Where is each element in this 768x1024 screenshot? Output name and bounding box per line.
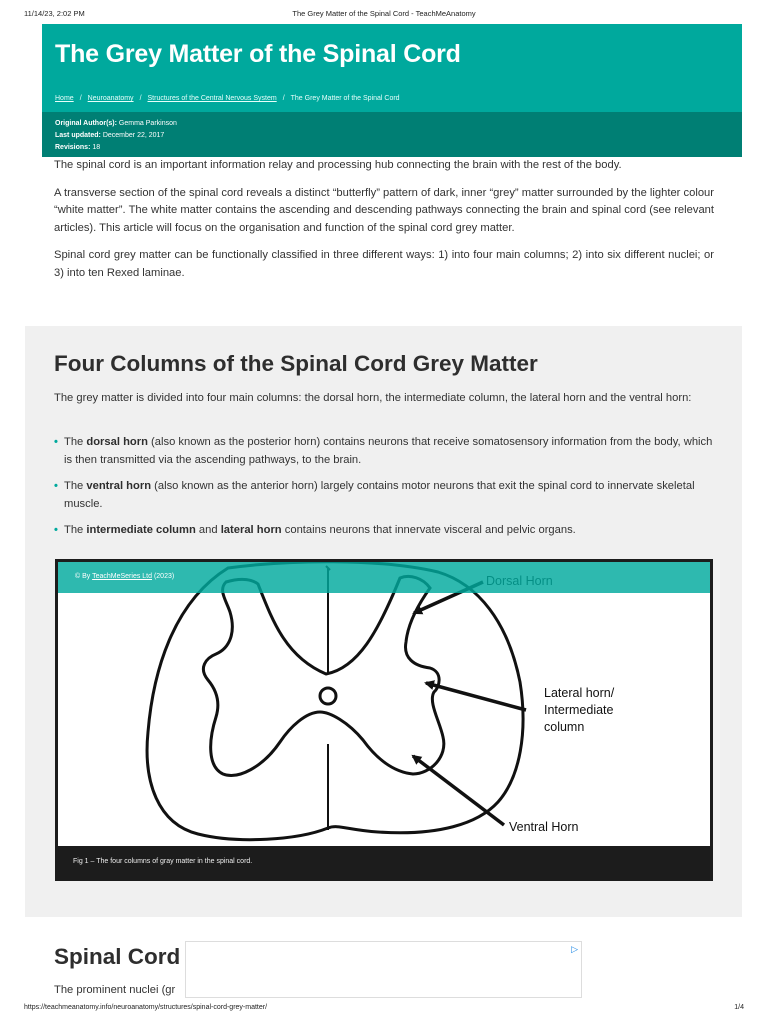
list-item-intermediate-column bbox=[54, 522, 713, 540]
adchoices-icon[interactable]: ▷ bbox=[571, 944, 578, 954]
arrow-ventral-horn bbox=[413, 756, 504, 825]
label-lateral-horn-line2: Intermediate bbox=[544, 703, 614, 717]
intro-paragraph-3: Spinal cord grey matter can be functionally classified in three different ways: 1) into four main columns; 2) into six different nuclei; or 3) into ten Rexed laminae. bbox=[54, 249, 714, 279]
credit-prefix: © By bbox=[75, 573, 93, 580]
breadcrumb-separator: / bbox=[139, 95, 142, 102]
term-dorsal-horn: dorsal horn bbox=[86, 436, 148, 448]
next-section-heading: Spinal Cord bbox=[54, 944, 181, 969]
intro-text bbox=[54, 157, 714, 292]
section-heading: Four Columns of the Spinal Cord Grey Matter bbox=[54, 351, 538, 376]
breadcrumb-current: The Grey Matter of the Spinal Cord bbox=[290, 95, 400, 102]
label-ventral-horn: Ventral Horn bbox=[509, 820, 579, 834]
list-text: The bbox=[64, 480, 87, 492]
label-lateral-horn-line1: Lateral horn/ bbox=[544, 686, 615, 700]
term-lateral-horn: lateral horn bbox=[220, 524, 282, 536]
section-lead: The grey matter is divided into four main columns: the dorsal horn, the intermediate column, the lateral horn and the ventral horn: bbox=[54, 392, 692, 404]
breadcrumb-structures[interactable]: Structures of the Central Nervous System bbox=[147, 95, 277, 102]
arrow-lateral-horn bbox=[426, 683, 526, 710]
print-footer bbox=[24, 1004, 744, 1016]
list-text: The bbox=[64, 524, 87, 536]
article-meta bbox=[42, 112, 742, 157]
list-item-ventral-horn bbox=[54, 478, 713, 513]
page-title: The Grey Matter of the Spinal Cord bbox=[55, 40, 461, 68]
print-header bbox=[24, 9, 744, 21]
label-lateral-horn-line3: column bbox=[544, 720, 585, 734]
updated-value: December 22, 2017 bbox=[102, 132, 165, 139]
print-doc-title: The Grey Matter of the Spinal Cord - TeachMeAnatomy bbox=[292, 9, 476, 18]
advertisement[interactable] bbox=[185, 941, 582, 998]
credit-link[interactable]: TeachMeSeries Ltd bbox=[92, 573, 153, 580]
central-canal bbox=[320, 688, 336, 704]
list-item-dorsal-horn bbox=[54, 434, 713, 469]
bullet-icon: • bbox=[54, 524, 58, 536]
breadcrumb bbox=[55, 95, 400, 102]
intro-paragraph-1: The spinal cord is an important information relay and processing hub connecting the brain with the rest of the body. bbox=[54, 159, 622, 171]
author-label: Original Author(s): bbox=[55, 120, 117, 127]
figure-credit bbox=[75, 573, 174, 580]
list-text: (also known as the anterior horn) largely contains motor neurons that exit the spinal cord to innervate skeletal muscle. bbox=[64, 480, 695, 510]
four-columns-section bbox=[25, 326, 742, 917]
figure-caption: Fig 1 – The four columns of gray matter in the spinal cord. bbox=[73, 858, 253, 865]
revisions-value: 18 bbox=[92, 144, 101, 151]
breadcrumb-separator: / bbox=[79, 95, 82, 102]
breadcrumb-separator: / bbox=[282, 95, 285, 102]
term-ventral-horn: ventral horn bbox=[86, 480, 152, 492]
list-text: The bbox=[64, 436, 87, 448]
bullet-icon: • bbox=[54, 480, 58, 492]
spinal-cord-figure bbox=[55, 559, 713, 881]
page-hero bbox=[42, 24, 742, 157]
print-date: 11/14/23, 2:02 PM bbox=[24, 9, 85, 18]
columns-list bbox=[54, 434, 713, 549]
author-value: Gemma Parkinson bbox=[118, 120, 177, 127]
credit-suffix: (2023) bbox=[152, 573, 175, 580]
print-url: https://teachmeanatomy.info/neuroanatomy/structures/spinal-cord-grey-matter/ bbox=[24, 1004, 268, 1011]
figure-canvas bbox=[58, 562, 710, 846]
term-intermediate-column: intermediate column bbox=[86, 524, 196, 536]
intro-paragraph-2: A transverse section of the spinal cord reveals a distinct “butterfly” pattern of dark, inner “grey” matter surrounded by the lighter colour “white matter”. The white matter contains the ascending and descending pathways connecting the brain and spinal cord (see relevant articles). This article will focus on the organisation and function of the spinal cord grey matter. bbox=[54, 186, 714, 234]
list-text: and bbox=[195, 524, 221, 536]
breadcrumb-home[interactable]: Home bbox=[55, 95, 74, 102]
updated-label: Last updated: bbox=[55, 132, 101, 139]
list-text: (also known as the posterior horn) contains neurons that receive somatosensory information from the body, which is then transmitted via the ascending pathways, to the brain. bbox=[64, 436, 713, 466]
breadcrumb-neuroanatomy[interactable]: Neuroanatomy bbox=[87, 95, 134, 102]
spinal-cord-diagram bbox=[58, 562, 710, 846]
next-section-text: The prominent nuclei (gr bbox=[54, 984, 176, 996]
bullet-icon: • bbox=[54, 436, 58, 448]
grey-matter-outline bbox=[203, 576, 443, 775]
print-page-number: 1/4 bbox=[734, 1004, 744, 1011]
list-text: contains neurons that innervate visceral and pelvic organs. bbox=[281, 524, 576, 536]
revisions-label: Revisions: bbox=[55, 144, 91, 151]
